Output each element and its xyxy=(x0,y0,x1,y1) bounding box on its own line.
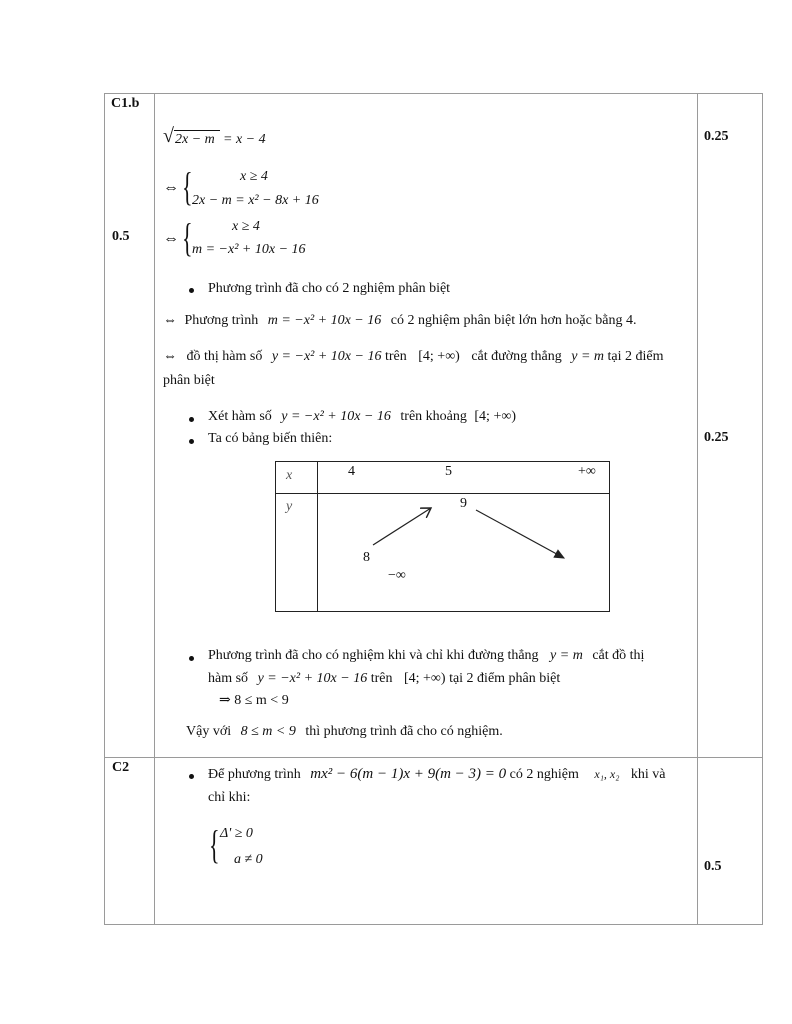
equiv-symbol: ⇔ xyxy=(163,349,177,364)
bullet4-line2-math: y = −x² + 10x − 16 xyxy=(257,671,368,686)
bullet4-line1 xyxy=(208,648,644,664)
line3-end: tại 2 điểm xyxy=(607,349,664,364)
bullet-dot xyxy=(189,774,194,779)
c2-bullet-pre: Để phương trình xyxy=(208,767,301,782)
line3-mid: trên xyxy=(384,349,407,364)
column-divider-1 xyxy=(154,93,155,925)
line3-wrap: phân biệt xyxy=(163,373,215,388)
table-left-border xyxy=(104,93,105,925)
bullet4-pre: Phương trình đã cho có nghiệm khi và chỉ khi đường thẳng xyxy=(208,648,539,663)
line3-math2: y = m xyxy=(571,349,605,364)
conclusion xyxy=(186,724,503,740)
line2-pre: Phương trình xyxy=(184,313,259,328)
increasing-arrow xyxy=(373,508,431,545)
bullet4-line2-interval: [4; +∞) xyxy=(403,671,446,686)
bullet4-line2-mid: trên xyxy=(370,671,393,686)
equivalence-line-2 xyxy=(163,313,637,329)
c2-condition-1: Δ' ≥ 0 xyxy=(220,826,253,841)
bullet-dot xyxy=(189,417,194,422)
sqrt-bar xyxy=(174,130,220,131)
table-x-label: x xyxy=(286,468,293,483)
sqrt-sign: √ xyxy=(163,125,174,147)
score-c2: 0.5 xyxy=(704,859,722,874)
table-y-value-start: 8 xyxy=(363,550,370,565)
column-divider-2 xyxy=(697,93,698,925)
c2-condition-2: a ≠ 0 xyxy=(234,852,263,867)
decreasing-arrow xyxy=(476,510,564,558)
score-c1b-1: 0.25 xyxy=(704,129,729,144)
implies-line: ⇒ 8 ≤ m < 9 xyxy=(219,693,289,708)
bullet4-line2 xyxy=(208,671,560,687)
system1-line2: 2x − m = x² − 8x + 16 xyxy=(192,193,319,208)
table-y-label: y xyxy=(286,499,293,514)
table-x-value-2: 5 xyxy=(445,464,452,479)
bullet4-line2-post: tại 2 điểm phân biệt xyxy=(449,671,561,686)
line3-pre: đồ thị hàm số xyxy=(186,349,263,364)
sqrt-radicand: 2x − m xyxy=(175,132,215,147)
table-right-border xyxy=(762,93,763,925)
equivalence-line-3 xyxy=(163,349,664,365)
line3-interval: [4; +∞) xyxy=(418,349,460,364)
score-c1b-2: 0.25 xyxy=(704,430,729,445)
sqrt-rhs: = x − 4 xyxy=(223,132,266,147)
system1-line1: x ≥ 4 xyxy=(240,169,268,184)
table-x-value-1: 4 xyxy=(348,464,355,479)
bullet2-interval: [4; +∞) xyxy=(474,409,516,424)
system2-line2: m = −x² + 10x − 16 xyxy=(192,242,306,257)
table-top-border xyxy=(104,93,763,94)
bullet2-text xyxy=(208,409,516,425)
table-y-value-end: −∞ xyxy=(388,568,406,583)
equiv-symbol-2: ⇔ xyxy=(163,230,179,247)
equiv-symbol-1: ⇔ xyxy=(163,179,179,196)
bullet-dot xyxy=(189,439,194,444)
line3-post: cắt đường thẳng xyxy=(471,349,562,364)
c2-bullet-mid: có 2 nghiệm xyxy=(509,767,579,782)
table-bottom-border xyxy=(104,924,763,925)
conclusion-pre: Vậy với xyxy=(186,724,232,739)
table-y-value-peak: 9 xyxy=(460,496,467,511)
system-brace-1: { xyxy=(182,164,193,209)
variation-arrows xyxy=(276,462,609,611)
bullet1-text: Phương trình đã cho có 2 nghiệm phân biệt xyxy=(208,281,451,296)
bullet2-math: y = −x² + 10x − 16 xyxy=(281,409,391,424)
variation-table xyxy=(275,461,610,612)
c2-bullet-wrap: chỉ khi: xyxy=(208,790,251,805)
c2-system-brace: { xyxy=(209,822,220,867)
line2-math: m = −x² + 10x − 16 xyxy=(267,313,382,328)
bullet-dot xyxy=(189,656,194,661)
section-weight-c1b: 0.5 xyxy=(112,229,130,244)
section-label-c1b: C1.b xyxy=(111,96,140,111)
c2-bullet-vars: x₁, x₂ xyxy=(594,767,620,781)
bullet-dot xyxy=(189,288,194,293)
conclusion-post: thì phương trình đã cho có nghiệm. xyxy=(305,724,503,739)
equiv-symbol: ⇔ xyxy=(163,313,177,328)
system2-line1: x ≥ 4 xyxy=(232,219,260,234)
c2-bullet-math: mx² − 6(m − 1)x + 9(m − 3) = 0 xyxy=(310,766,507,782)
bullet2-post: trên khoảng xyxy=(400,409,467,424)
line2-post: có 2 nghiệm phân biệt lớn hơn hoặc bằng 4. xyxy=(390,313,637,328)
table-x-value-3: +∞ xyxy=(578,464,596,479)
c2-bullet-post: khi và xyxy=(630,767,666,782)
system-brace-2: { xyxy=(182,215,193,260)
bullet4-post: cắt đồ thị xyxy=(592,648,645,663)
c2-bullet-line1 xyxy=(208,766,666,783)
bullet4-line2-pre: hàm số xyxy=(208,671,249,686)
line3-math: y = −x² + 10x − 16 xyxy=(271,349,382,364)
bullet4-math: y = m xyxy=(550,648,583,663)
conclusion-math: 8 ≤ m < 9 xyxy=(240,724,296,739)
bullet3-text: Ta có bảng biến thiên: xyxy=(208,431,333,446)
section-label-c2: C2 xyxy=(112,760,130,775)
row-divider xyxy=(104,757,763,758)
bullet2-pre: Xét hàm số xyxy=(208,409,272,424)
